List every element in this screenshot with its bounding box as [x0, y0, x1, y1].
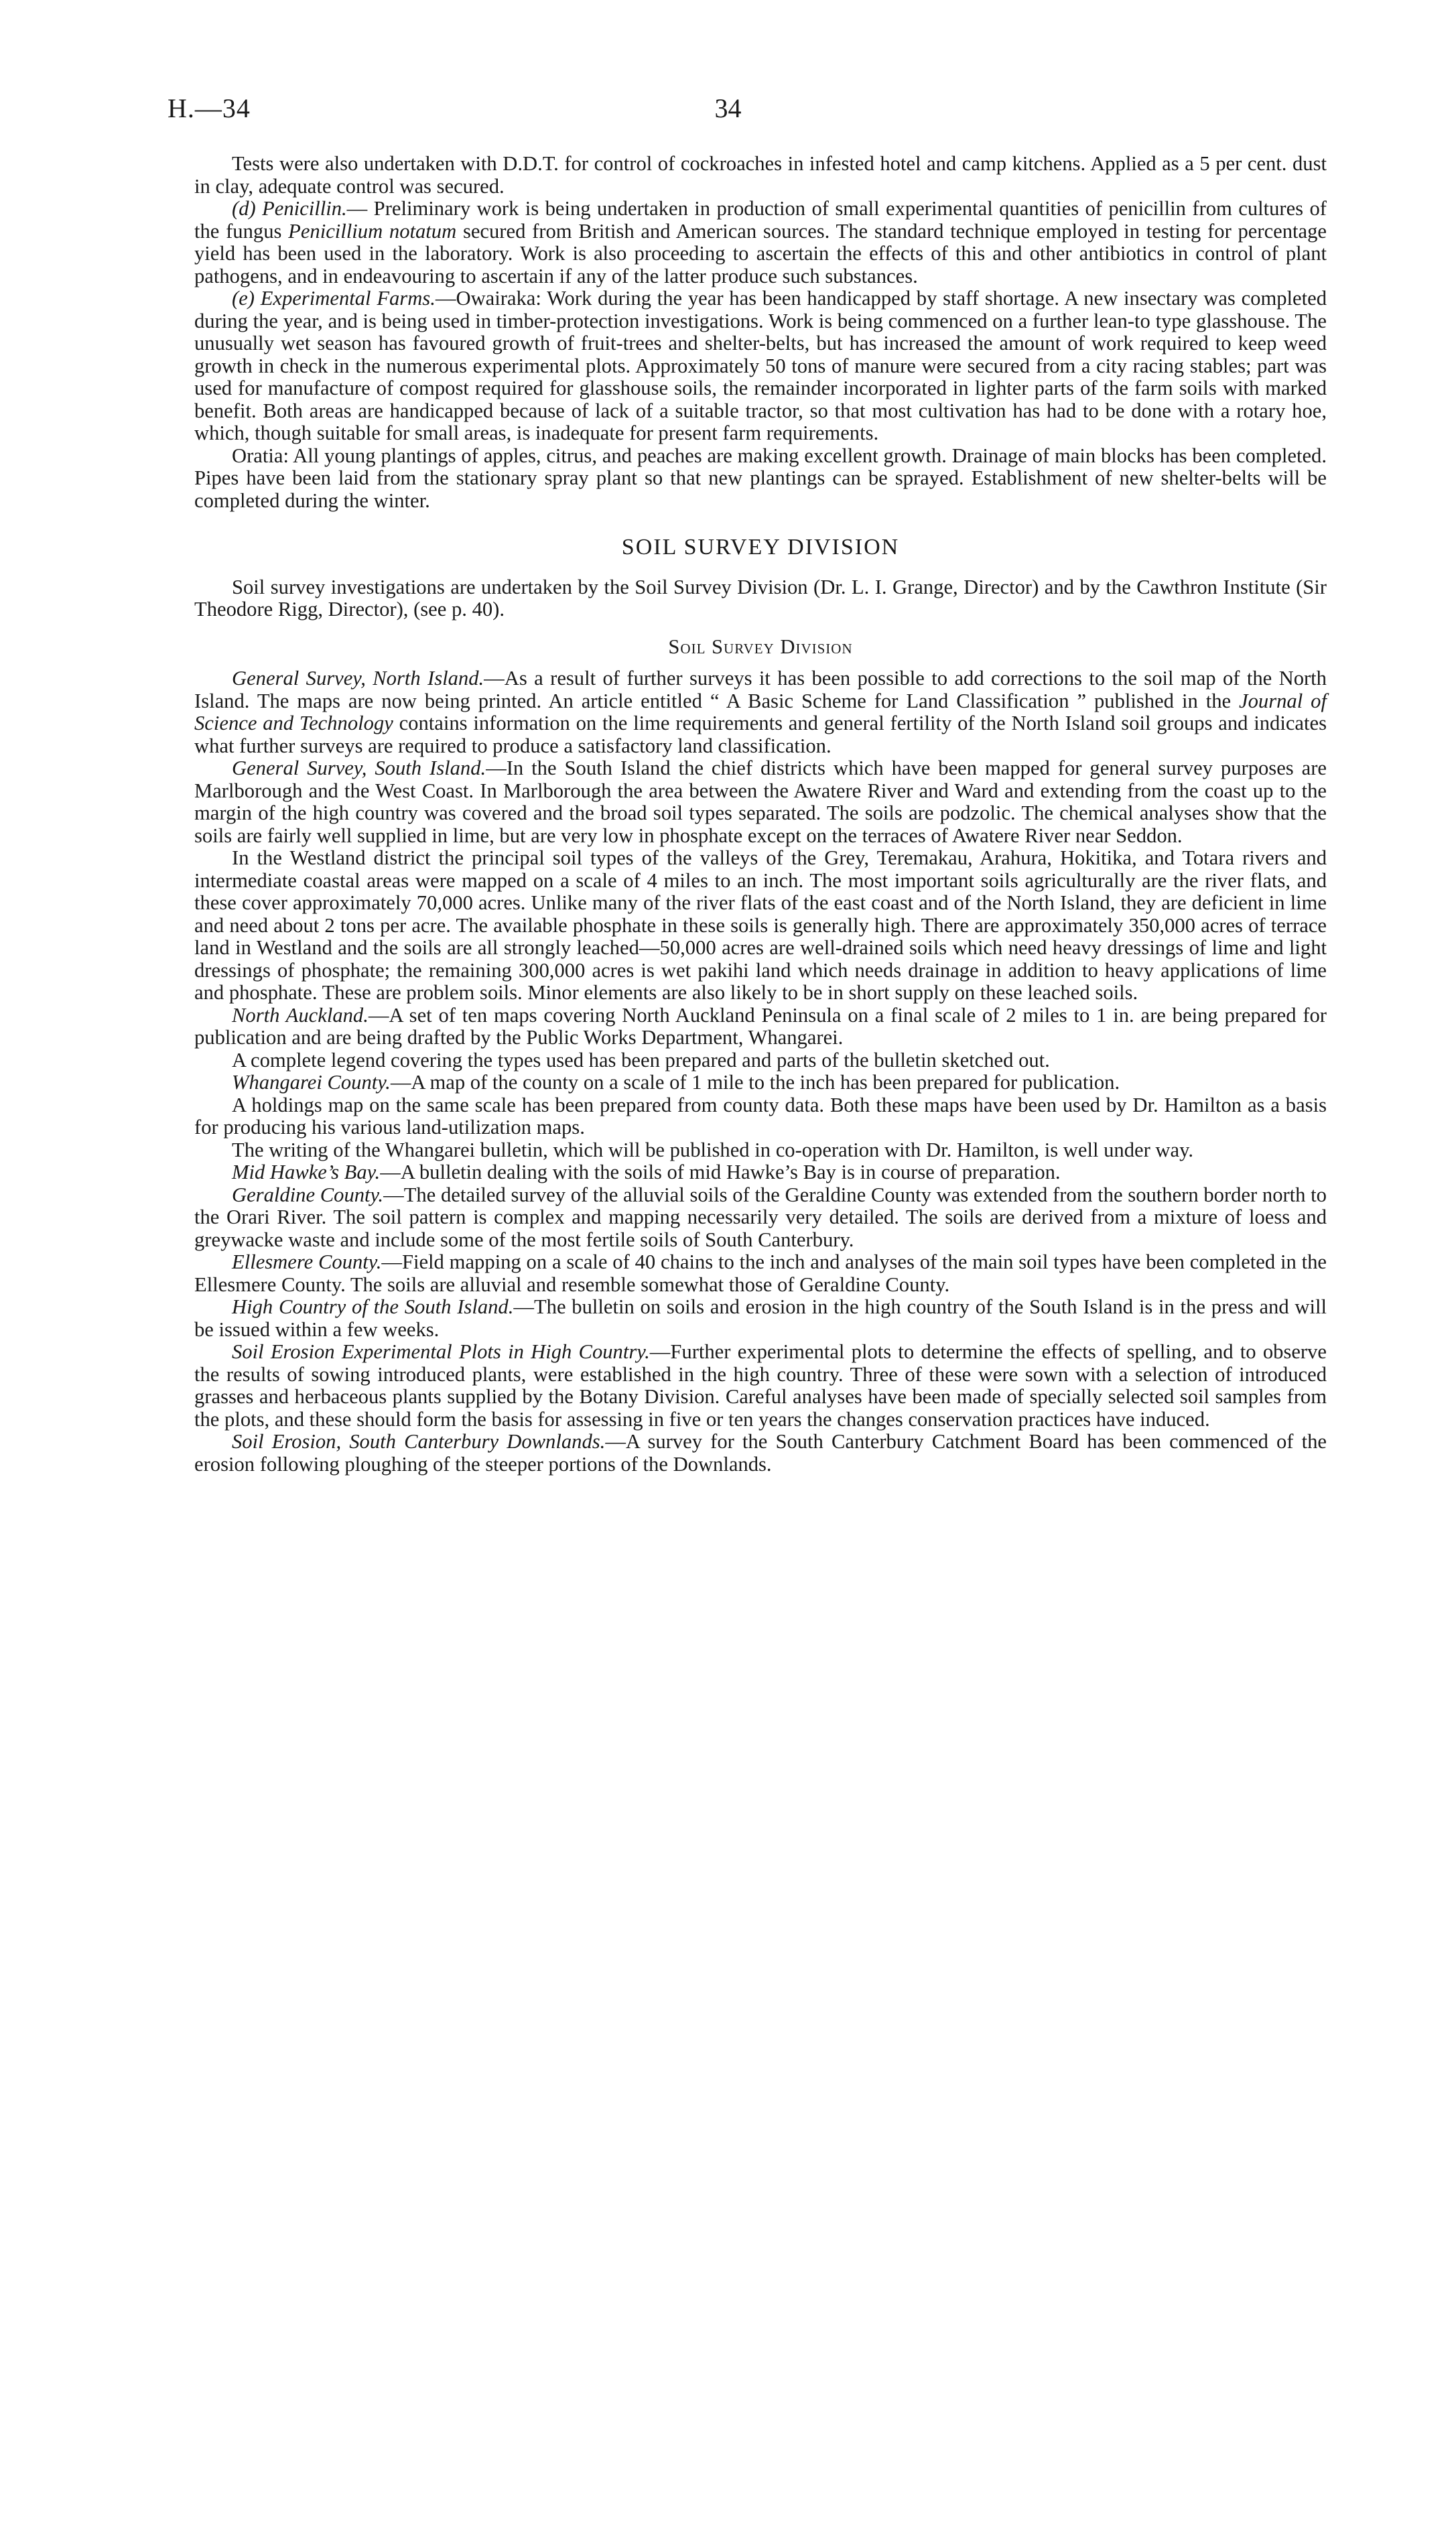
general-survey-north-paragraph — [194, 667, 1327, 757]
geraldine-heading: Geraldine County. — [232, 1183, 384, 1206]
fungus-name: Penicillium notatum — [288, 219, 457, 243]
legend-paragraph: A complete legend covering the types used has been prepared and parts of the bulletin sketched out. — [232, 1048, 1050, 1072]
section-title: SOIL SURVEY DIVISION — [621, 535, 900, 560]
north-auckland-heading: North Auckland. — [232, 1003, 369, 1027]
general-survey-south-paragraph — [194, 757, 1327, 847]
page-number: 34 — [714, 93, 742, 123]
north-auckland-text: —A set of ten maps covering North Auckland Peninsula on a final scale of 2 miles to 1 in. are being prepared for publication and are being drafted by the Public Works Department, Whangarei. — [194, 1003, 1327, 1049]
general-survey-north-text-2: contains information on the lime requirements and general fertility of the North Island soil groups and indicates what further surveys are required to produce a satisfactory land classification. — [194, 712, 1327, 757]
general-survey-south-text: —In the South Island the chief districts which have been mapped for general survey purposes are Marlborough and the West Coast. In Marlborough the area between the Awatere River and Ward and extending from the coast up to the margin of the high country was covered and the broad soil types separated. The soils are podzolic. The chemical analyses show that the soils are fairly well supplied in lime, but are very low in phosphate except on the terraces of Awatere River near Seddon. — [194, 757, 1327, 847]
erosion-plots-text: —Further experimental plots to determine the effects of spelling, and to observe the results of sowing introduced plants, were established in the high country. Three of these were sown with a selection of introduced grasses and herbaceous plants supplied by the Botany Division. Careful analyses have been made of specially selected soil samples from the plots, and these should form the basis for assessing in five or ten years the changes conservation practices have induced. — [194, 1340, 1327, 1431]
high-country-text: —The bulletin on soils and erosion in the high country of the South Island is in the press and will be issued within a few weeks. — [194, 1295, 1327, 1341]
ellesmere-heading: Ellesmere County. — [232, 1250, 382, 1273]
experimental-farms-text: —Owairaka: Work during the year has been handicapped by staff shortage. A new insectary was completed during the year, and is being used in timber-protection investigations. Work is being commenced on a further lean-to type glasshouse. The unusually wet season has favoured growth of fruit-trees and shelter-belts, but has increased the amount of work required to keep weed growth in check in the numerous experimental plots. Approximately 50 tons of manure were secured from a city racing stables; part was used for manufacture of compost required for glasshouse soils, the remainder incorporated in lighter parts of the farm soils with marked benefit. Both areas are handicapped because of lack of a suitable tractor, so that most cultivation has had to be done with a rotary hoe, which, though suitable for small areas, is inadequate for present farm requirements. — [194, 287, 1327, 444]
general-survey-north-heading: General Survey, North Island. — [232, 667, 484, 690]
high-country-paragraph — [194, 1296, 1327, 1341]
erosion-downlands-text: —A survey for the South Canterbury Catchment Board has been commenced of the erosion following ploughing of the steeper portions of the Downlands. — [194, 1430, 1327, 1476]
oratia-paragraph: Oratia: All young plantings of apples, citrus, and peaches are making excellent growth. Drainage of main blocks has been completed. Pipes have been laid from the stationary spray plant so that new plantings can be sprayed. Establishment of new shelter-belts will be completed during the winter. — [194, 444, 1327, 512]
holdings-paragraph: A holdings map on the same scale has been prepared from county data. Both these maps have been used by Dr. Hamilton as a basis for producing his various land-utilization maps. — [194, 1093, 1327, 1139]
erosion-downlands-heading: Soil Erosion, South Canterbury Downlands. — [232, 1430, 606, 1453]
north-auckland-paragraph — [194, 1005, 1327, 1049]
erosion-downlands-paragraph — [194, 1431, 1327, 1476]
general-survey-north-text-1: —As a result of further surveys it has been possible to add corrections to the soil map of the North Island. The maps are now being printed. An article entitled “ A Basic Scheme for Land Classification ” published in the — [194, 667, 1327, 712]
ddt-paragraph: Tests were also undertaken with D.D.T. for control of cockroaches in infested hotel and camp kitchens. Applied as a 5 per cent. dust in clay, adequate control was secured. — [194, 152, 1327, 198]
erosion-plots-paragraph — [194, 1341, 1327, 1431]
soil-intro-paragraph: Soil survey investigations are undertaken by the Soil Survey Division (Dr. L. I. Grange, Director) and by the Cawthron Institute (Sir Theodore Rigg, Director), (see p. 40). — [194, 575, 1327, 621]
penicillin-paragraph — [194, 198, 1327, 287]
experimental-farms-heading: (e) Experimental Farms. — [232, 287, 436, 310]
penicillin-heading: (d) Penicillin. — [232, 197, 347, 220]
mid-hawkes-bay-heading: Mid Hawke’s Bay. — [232, 1161, 381, 1183]
whangarei-heading: Whangarei County. — [232, 1071, 391, 1094]
ellesmere-text: —Field mapping on a scale of 40 chains to the inch and analyses of the main soil types have been completed in the Ellesmere County. The soils are alluvial and resemble somewhat those of Geraldine County. — [194, 1250, 1327, 1296]
westland-paragraph: In the Westland district the principal soil types of the valleys of the Grey, Teremakau, Arahura, Hokitika, and Totara rivers and intermediate coastal areas were mapped on a scale of 4 miles to an inch. The most important soils agriculturally are the river flats, and these cover approximately 70,000 acres. Unlike many of the river flats of the east coast and of the North Island, they are deficient in lime and need about 2 tons per acre. The available phosphate in these soils is generally high. There are approximately 350,000 acres of terrace land in Westland and the soils are all strongly leached—50,000 acres are well-drained soils which need heavy dressings of lime and light dressings of phosphate; the remaining 300,000 acres is wet pakihi land which needs drainage in addition to heavy applications of lime and phosphate. These are problem soils. Minor elements are also likely to be in short supply on these leached soils. — [194, 846, 1327, 1004]
penicillin-text-2: secured from British and American sources. The standard technique employed in testing for percentage yield has been used in the laboratory. Work is also proceeding to ascertain the effects of this and other antibiotics in control of plant pathogens, and in endeavouring to ascertain if any of the latter produce such substances. — [194, 219, 1327, 287]
general-survey-south-heading: General Survey, South Island. — [232, 757, 486, 779]
whangarei-paragraph — [194, 1072, 1327, 1094]
mid-hawkes-bay-paragraph — [194, 1161, 1327, 1184]
ellesmere-paragraph — [194, 1251, 1327, 1296]
penicillin-text-1: — Preliminary work is being undertaken in production of small experimental quantities of penicillin from cultures of the fungus — [194, 197, 1327, 243]
experimental-farms-paragraph — [194, 287, 1327, 445]
high-country-heading: High Country of the South Island. — [232, 1295, 514, 1318]
bulletin-writing-paragraph: The writing of the Whangarei bulletin, which will be published in co-operation with Dr. Hamilton, is well under way. — [232, 1138, 1194, 1161]
journal-title: Journal of Science and Technology — [194, 689, 1327, 734]
erosion-plots-heading: Soil Erosion Experimental Plots in High Country. — [232, 1340, 650, 1363]
report-series-code: H.—34 — [168, 93, 251, 123]
body-text — [194, 153, 1327, 1476]
geraldine-paragraph — [194, 1184, 1327, 1252]
whangarei-text: —A map of the county on a scale of 1 mile to the inch has been prepared for publication. — [390, 1071, 1120, 1094]
geraldine-text: —The detailed survey of the alluvial soils of the Geraldine County was extended from the southern border north to the Orari River. The soil pattern is complex and mapping necessarily very detailed. The soils are derived from a mixture of loess and greywacke waste and include some of the most fertile soils of South Canterbury. — [194, 1183, 1327, 1251]
sub-section-title: Soil Survey Division — [668, 635, 853, 658]
mid-hawkes-bay-text: —A bulletin dealing with the soils of mid Hawke’s Bay is in course of preparation. — [380, 1161, 1061, 1183]
